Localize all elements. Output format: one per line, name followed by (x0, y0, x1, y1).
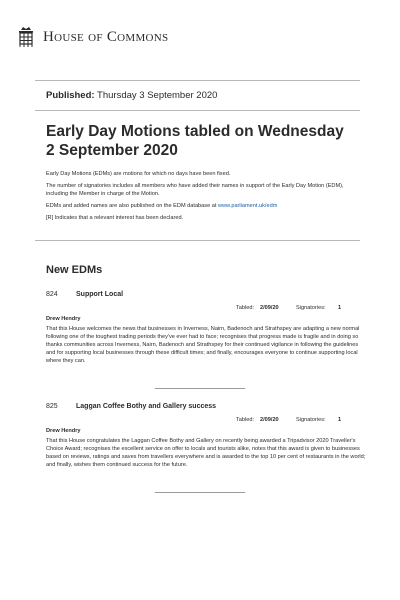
edm-title: Laggan Coffee Bothy and Gallery success (76, 403, 217, 410)
edm-meta (46, 417, 368, 427)
signatories-label: Signatories: (296, 305, 326, 311)
published-label: Published: (46, 90, 95, 101)
tabled-label: Tabled: (236, 305, 255, 311)
published-date: Thursday 3 September 2020 (97, 90, 218, 101)
tabled-date: 2/09/20 (260, 417, 279, 423)
divider (35, 240, 360, 241)
brand-name: House of Commons (43, 28, 169, 45)
intro-paragraph (46, 202, 366, 210)
edm-number: 824 (46, 291, 58, 298)
motion-text: That this House welcomes the news that businesses in Inverness, Nairn, Badenoch and Strathspey are adapting a new normal following one of the toughest trading periods they've ever had to face; recognises that progress made is fragile and in doing so thanks communities across Inverness, Nairn, Badenoch and Strathspey for their continued vigilance in following the guidelines and for supporting local businesses through these difficult times; and finally, encourages everyone to continue supporting local where they can. (46, 326, 360, 364)
intro-paragraph: The number of signatories includes all members who have added their names in support of the Early Day Motion (EDM), including the Member in charge of the Motion. (46, 183, 344, 197)
separator (155, 388, 245, 389)
edm-meta (46, 305, 368, 315)
intro-text-span: EDMs and added names are also published on the EDM database at (46, 203, 218, 209)
edm-database-link[interactable]: www.parliament.uk/edm (217, 203, 278, 209)
divider (35, 80, 360, 81)
signatories-count: 1 (338, 305, 342, 311)
divider (35, 110, 360, 111)
portcullis-icon (17, 26, 35, 48)
signatories-count: 1 (338, 417, 342, 423)
motion-text: That this House congratulates the Laggan Coffee Bothy and Gallery on recently being awarded a Tripadvisor 2020 Traveller's Choice Award; recognises the excellent service on offer to locals and tourists alike, notes that this award is given to businesses based on reviews, ratings and saves from travellers everywhere and is awarded to the top 10 per cent of restaurants in the world; and finally, wishes them continued success for the future. (46, 438, 366, 468)
edm-entry (46, 403, 368, 469)
edm-entry (46, 291, 368, 365)
edm-header (46, 291, 368, 301)
page-title: Early Day Motions tabled on Wednesday 2 September 2020 (46, 123, 344, 159)
tabled-date: 2/09/20 (260, 305, 279, 311)
tabled-label: Tabled: (236, 417, 255, 423)
separator (155, 492, 245, 493)
edm-title: Support Local (76, 291, 124, 298)
edm-header (46, 403, 368, 413)
member-name: Drew Hendry (46, 316, 81, 322)
intro-text (46, 170, 366, 226)
signatories-label: Signatories: (296, 417, 326, 423)
member-name: Drew Hendry (46, 428, 81, 434)
intro-paragraph: [R] Indicates that a relevant interest has been declared. (46, 215, 184, 221)
published-line (46, 90, 217, 101)
edm-number: 825 (46, 403, 58, 410)
page-header (17, 24, 168, 50)
intro-paragraph: Early Day Motions (EDMs) are motions for which no days have been fixed. (46, 171, 231, 177)
section-title: New EDMs (46, 264, 103, 276)
